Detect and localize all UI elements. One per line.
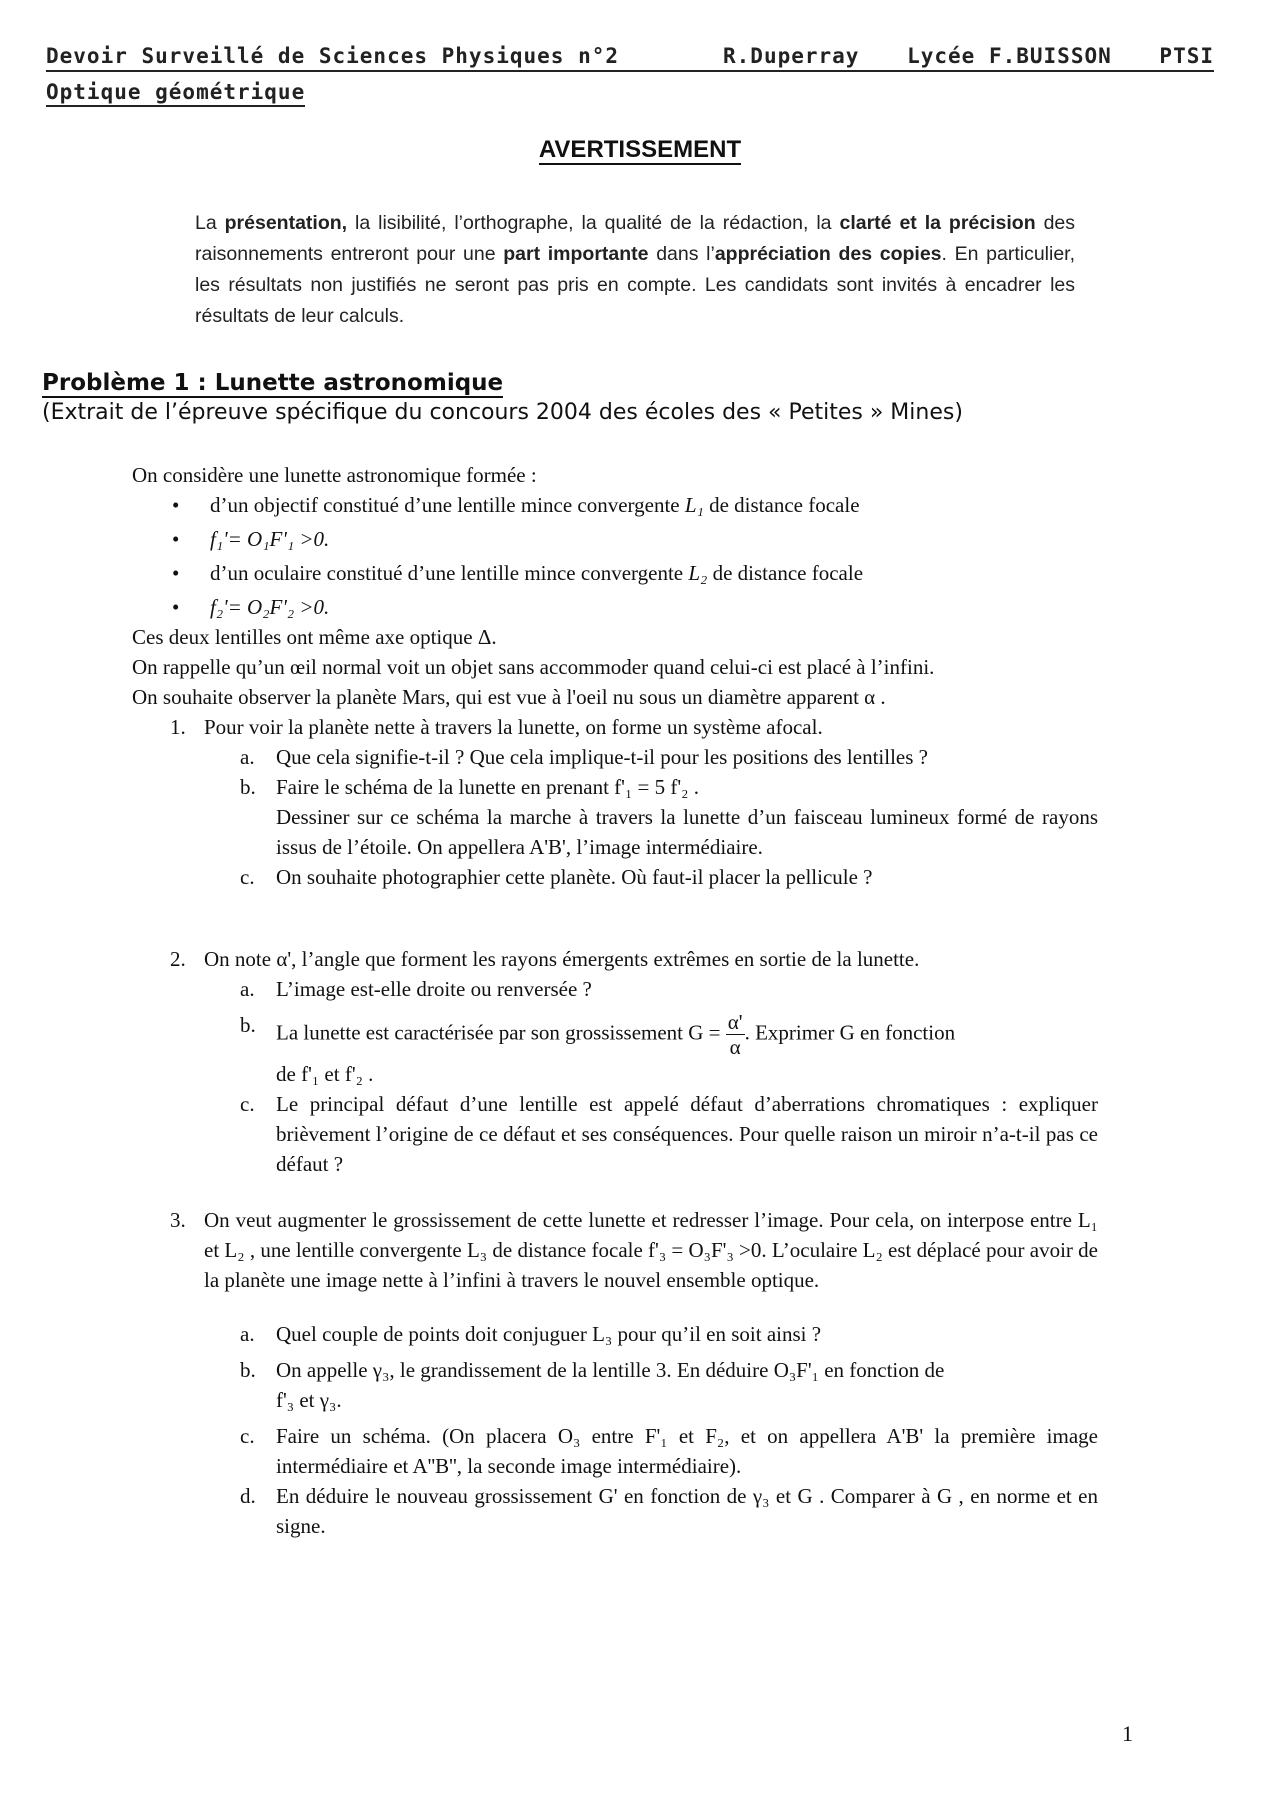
focal-f1: • f₁'= O₁F'₁ >0. (132, 524, 1098, 554)
problem-body (132, 460, 1098, 1541)
warning-title: AVERTISSEMENT (538, 136, 742, 163)
question-2a: a. L’image est-elle droite ou renversée ? (240, 977, 592, 1001)
warning-text: La présentation, la lisibilité, l’orthographe, la qualité de la rédaction, la clarté et la précision des raisonnements entreront pour une part importante dans l’appréciation des copies. En particulier, les résultats non justifiés ne seront pas pris en compte. Les candidats sont invités à encadrer les résultats de leur calculs. (195, 212, 1076, 327)
question-3: 3. On veut augmenter le grossissement de cette lunette et redresser l’image. Pour cela, on interpose entre L₁ et L₂ , une lentille convergente L₃ de distance focale f'₃ = O₃F'₃ >0. L’oculaire L₂ est déplacé pour avoir de la planète une image nette à l’infini à travers le nouvel ensemble optique. (170, 1208, 1098, 1292)
eye-reminder: On rappelle qu’un œil normal voit un objet sans accommoder quand celui-ci est placé à l’infini. (132, 655, 935, 679)
page-number: 1 (1122, 1721, 1133, 1746)
question-3b: b. On appelle γ₃, le grandissement de la lentille 3. En déduire O₃F'₁ en fonction de (240, 1358, 945, 1382)
problem-subtitle: (Extrait de l’épreuve spécifique du concours 2004 des écoles des « Petites » Mines) (42, 400, 963, 425)
question-3d: d. En déduire le nouveau grossissement G' en fonction de γ₃ et G . Comparer à G , en norme et en signe. (240, 1484, 1098, 1538)
question-1b: b. Faire le schéma de la lunette en prenant f'₁ = 5 f'₂ . (240, 775, 699, 799)
page-header (46, 44, 1214, 107)
question-2b: b. La lunette est caractérisée par son grossissement G = $\frac{\alpha'}{\alpha}$ . Exprimer G en fonction (240, 1010, 956, 1059)
question-1b-detail: Dessiner sur ce schéma la marche à travers la lunette d’un faisceau lumineux formé de rayons issus de l’étoile. On appellera A'B', l’image intermédiaire. (276, 805, 1098, 859)
focal-f2: • f₂'= O₂F'₂ >0. (132, 592, 1098, 622)
question-3b-detail: f'₃ et γ₃. (276, 1388, 342, 1412)
question-2b-detail: de f'₁ et f'₂ . (276, 1062, 374, 1086)
question-2c: c. Le principal défaut d’une lentille est appelé défaut d’aberrations chromatiques : expliquer brièvement l’origine de ce défaut et ses conséquences. Pour quelle raison un miroir n’a-t-il pas ce défaut ? (240, 1092, 1098, 1176)
question-3c: c. Faire un schéma. (On placera O₃ entre F'₁ et F₂, et on appellera A'B' la première image intermédiaire et A''B'', la seconde image intermédiaire). (240, 1424, 1098, 1478)
intro-line: On considère une lunette astronomique formée : (132, 463, 537, 487)
school: Lycée F.BUISSON (907, 44, 1112, 68)
class-name: PTSI (1159, 44, 1214, 68)
exam-title: Devoir Surveillé de Sciences Physiques n°2 (46, 44, 620, 68)
question-1c: c. On souhaite photographier cette planète. Où faut-il placer la pellicule ? (240, 865, 873, 889)
bullet-eyepiece: • d’un oculaire constitué d’une lentille mince convergente L₂ de distance focale (132, 558, 1098, 588)
bullet-objective: • d’un objectif constitué d’une lentille mince convergente L₁ de distance focale (132, 490, 1098, 520)
problem-title: Problème 1 : Lunette astronomique (42, 370, 504, 396)
magnification-fraction: $\frac{\alpha'}{\alpha}$ (727, 1010, 743, 1059)
question-1a: a. Que cela signifie-t-il ? Que cela implique-t-il pour les positions des lentilles ? (240, 745, 928, 769)
author: R.Duperray (723, 44, 860, 68)
question-3a: a. Quel couple de points doit conjuguer L₃ pour qu’il en soit ainsi ? (240, 1322, 822, 1346)
question-1: 1. Pour voir la planète nette à travers la lunette, on forme un système afocal. (170, 715, 823, 739)
question-2: 2. On note α', l’angle que forment les rayons émergents extrêmes en sortie de la lunette. (170, 947, 920, 971)
optical-axis: Ces deux lentilles ont même axe optique Δ. (132, 625, 497, 649)
exam-subject: Optique géométrique (46, 80, 305, 107)
mars-statement: On souhaite observer la planète Mars, qui est vue à l'oeil nu sous un diamètre apparent α . (132, 685, 886, 709)
